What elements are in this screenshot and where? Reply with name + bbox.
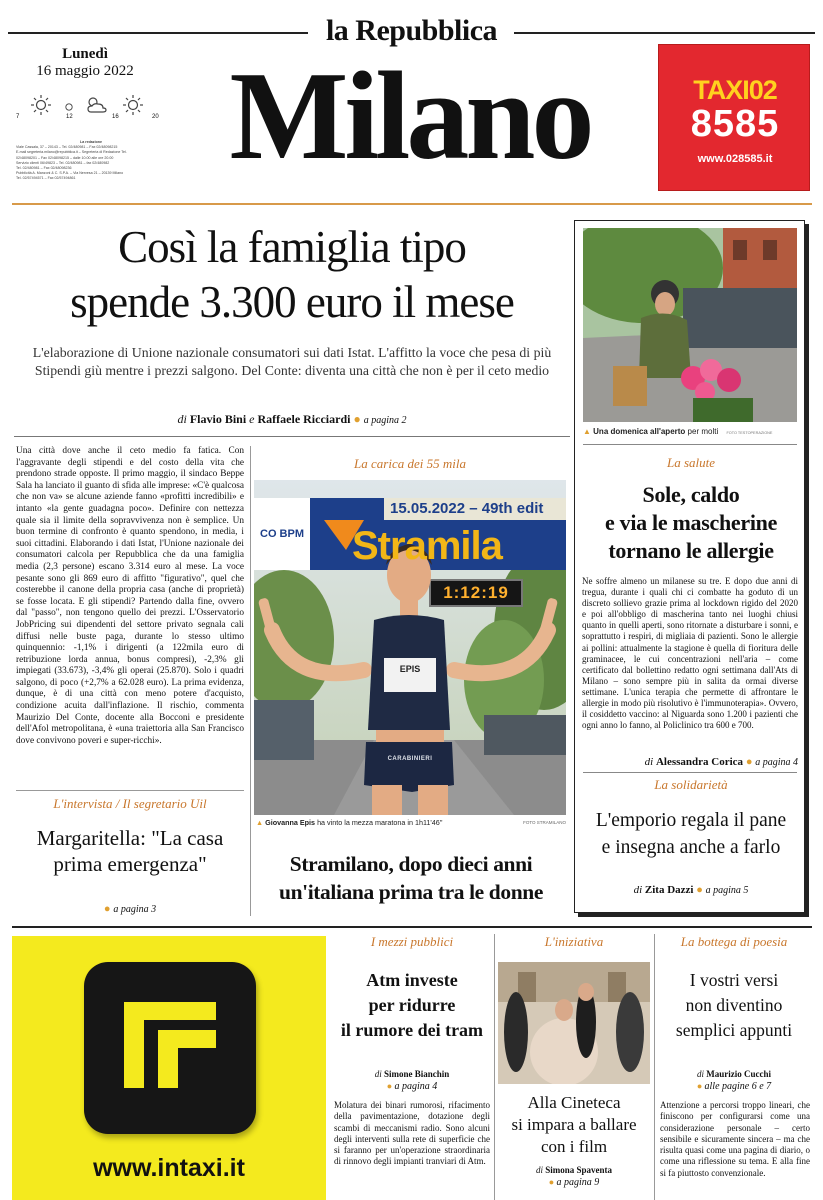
lead-body: Una città dove anche il ceto medio fa fatica. Con l'aggravante degli stipendi e del costo della vita che prendono strade opposte. Il primo maggio, il sindaco Beppe Sala ha lanciato il guanto di sfida alle imprese: «C'è qualcosa che non va» se alcune aziende fanno «profitti incredibili» e intanto «la gente guadagna poco». Definire con nettezza quale sia il limite della sopravvivenza non è semplice. Un buon termine di confronto è quanto spendono, in media, i suoi cittadini. Elaborando i dati Istat, l'Unione nazionale dei consumatori calcola per Repubblica che da una famiglia media (2,3 persone) escano 3.314 euro al mese. La voce pesante sono gli 869 euro di affitto "figurativo", quel che costerebbe il canone della propria casa (anche di proprietà) se fosse locata. E gli stipendi? Partendo dalla fine, ovvero dal "passo", non tengono quello dei prezzi. L'Osservatorio JobPricing sui dipendenti del settore privato segnala cali diffusi nelle buste paga, durante lo stesso ultimo quinquennio: -1,1% i dirigenti (a 122mila euro di retribuzione lorda annua, bonus compresi), -2,3% gli impiegati (33.673), -3,4% gli operai (25.870). Solo i quadri salgono, di poco (+2,7% a 62.028 euro). La prima evidenza, dunque, è di una città con meno potere d'acquisto, condizione acuita dall'inflazione. Il rischio, commenta Maurizio Del Conte, docente alla Bocconi e presidente dell'Afol metropolitana, è «una traiettoria alla San Francisco dove convivono poveri e super-ricchi». <box>16 446 244 746</box>
redazione-title: La redazione <box>80 140 102 144</box>
salute-kicker: La salute <box>666 455 716 470</box>
lead-byline: di Flavio Bini e Raffaele Ricciardi ● a pagina 2 <box>177 412 407 426</box>
weather-strip <box>12 92 162 122</box>
salute-headline: Sole, caldo e via le mascherine tornano le allergie <box>604 482 778 563</box>
taxi-ad-url: www.028585.it <box>697 153 773 165</box>
intaxi-logo <box>84 962 256 1134</box>
dance-photo <box>498 962 650 1084</box>
race-shorts: CARABINIERI <box>387 756 433 762</box>
taxi-ad-line1: TAXI02 <box>693 75 777 105</box>
intervista-byline: ● a pagina 3 <box>103 903 157 915</box>
ballroom-photo <box>498 962 650 1084</box>
city-title: Milano <box>229 47 591 186</box>
solidarieta-kicker: La solidarietà <box>654 777 728 792</box>
masthead-day: Lunedì <box>62 46 108 62</box>
poesia-headline: I vostri versi non diventino semplici appunti <box>675 970 793 1040</box>
mezzi-kicker: I mezzi pubblici <box>370 934 454 949</box>
sun-icon <box>62 100 76 114</box>
masthead <box>0 0 823 210</box>
iniziativa-byline: di Simona Spaventa ● a pagina 9 <box>535 1165 613 1188</box>
mezzi-byline: di Simone Bianchin ● a pagina 4 <box>374 1069 450 1092</box>
taxi-ad-line2: 8585 <box>690 103 780 145</box>
square-photo-caption: ▲ Una domenica all'aperto per molti FOTO TESTOPERAZIONE <box>583 427 773 436</box>
salute-byline: di Alessandra Corica ● a pagina 4 <box>644 756 798 768</box>
sun-icon <box>122 94 144 116</box>
lead-headline: Così la famiglia tipo spende 3.300 euro il mese <box>70 222 514 327</box>
iniziativa-headline: Alla Cineteca si impara a ballare con i film <box>511 1093 637 1156</box>
taxi-ad[interactable] <box>658 44 810 191</box>
stramilano-photo <box>254 480 566 815</box>
salute-body: Ne soffre almeno un milanese su tre. E dopo due anni di tregua, durante i quali chi ci combatte ha goduto di un discreto sollievo grazie prima al lockdown rigido del 2020 e poi all'obbligo di mascherina tanto nei luoghi chiusi quanto in quelli aperti, sono ritornate a disturbare i sonni, e soprattutto i respiri, di migliaia di pazienti. Sono le allergie ai pollini: attualmente la stagione è quella di fioritura delle graminacee, le cui concentrazioni nell'aria – come certificato dal bollettino redatto ogni settimana dall'Ats di Milano – sono sempre più in salita da ormai diverse settimane. L'unica terapia che permette di affrontare le allergie in modo più risolutivo è l'immunoterapia». Ovvero, il cosiddetto vaccino: al Niguarda sono 1.200 i pazienti che ogni anno lo fanno, al Policlinico tra 600 e 700. <box>582 576 798 731</box>
lead-page-ref[interactable]: a pagina 2 <box>363 415 407 426</box>
sun-icon <box>30 94 52 116</box>
temp-label: 20 <box>152 114 159 120</box>
temp-label: 12 <box>66 114 73 120</box>
intaxi-ad[interactable] <box>12 936 326 1200</box>
banner-sponsor: CO BPM <box>260 528 304 540</box>
brand-name: la Repubblica <box>325 14 498 47</box>
poesia-kicker: La bottega di poesia <box>680 934 788 949</box>
mezzi-headline: Atm investe per ridurre il rumore dei tram <box>340 970 484 1040</box>
banner-name: Stramila <box>352 524 502 568</box>
intervista-headline: Margaritella: "La casa prima emergenza" <box>36 826 224 876</box>
solidarieta-headline: L'emporio regala il pane e insegna anche a farlo <box>595 810 787 858</box>
iniziativa-kicker: L'iniziativa <box>544 934 604 949</box>
temp-label: 16 <box>112 114 119 120</box>
bike-photo <box>583 228 797 422</box>
cloud-sun-icon <box>84 94 108 116</box>
race-clock: 1:12:19 <box>443 583 509 602</box>
redazione-block: La redazione Viale Cassala, 37 – 20143 – Tel. 02/480981 – Fax 02/48098215 E-mail segreteria.milano@repubblica.it – Segreteria di Redazione Tel. 02/48098201 – Fax 02/48098215 – dalle 10.00 alle ore 20.00 Servizio clienti 06/49823 – Tel. 02/480981 – fax 02/480982 Tel. 02/480981 – Fax 02/48098236 Pubblicità A. Manzoni & C. S.P.A. – Via Nervesa 21 – 20139 Milano Tel. 02/57494571 – Fax 02/57494861 <box>16 140 166 182</box>
lead-deck: L'elaborazione di Unione nazionale consumatori sui dati Istat. L'affitto la voce che pesa di più Stipendi giù mentre i prezzi salgono. Del Conte: diventa una città che non è per il ceto medio <box>32 345 552 378</box>
banner-date: 15.05.2022 – 49th edit <box>390 500 544 517</box>
masthead-date: 16 maggio 2022 <box>36 63 134 79</box>
stramilano-headline: Stramilano, dopo dieci anni un'italiana prima tra le donne <box>279 852 543 904</box>
square-photo <box>583 228 797 422</box>
stramilano-kicker: La carica dei 55 mila <box>354 456 466 471</box>
intervista-kicker: L'intervista / Il segretario Uil <box>53 796 207 811</box>
intaxi-url: www.intaxi.it <box>93 1154 245 1182</box>
temp-label: 7 <box>16 114 20 120</box>
poesia-body: Attenzione a percorsi troppo lineari, che finiscono per configurarsi come una considerazione personale – certo sensibile e sicuramente sincera – ma che risulta quasi come una pagina di diario, o come una riflessione su tema. E alla fine si fa piuttosto convenzionale. <box>660 1100 810 1178</box>
poesia-byline: di Maurizio Cucchi ● alle pagine 6 e 7 <box>696 1069 772 1092</box>
mezzi-body: Molatura dei binari rumorosi, rifacimento della pavimentazione, dotazione degli scambi di meccanismi radio. Sono alcuni degli interventi sulla rete di superficie che si faranno per un'operazione straordinaria di rinnovo degli impianti tranviari di Atm. <box>334 1100 490 1167</box>
race-bib: EPIS <box>399 664 421 674</box>
solidarieta-byline: di Zita Dazzi ● a pagina 5 <box>633 884 749 896</box>
stramilano-caption: ▲ Giovanna Epis ha vinto la mezza maratona in 1h11'46'' FOTO STRAMILANO <box>256 818 566 827</box>
